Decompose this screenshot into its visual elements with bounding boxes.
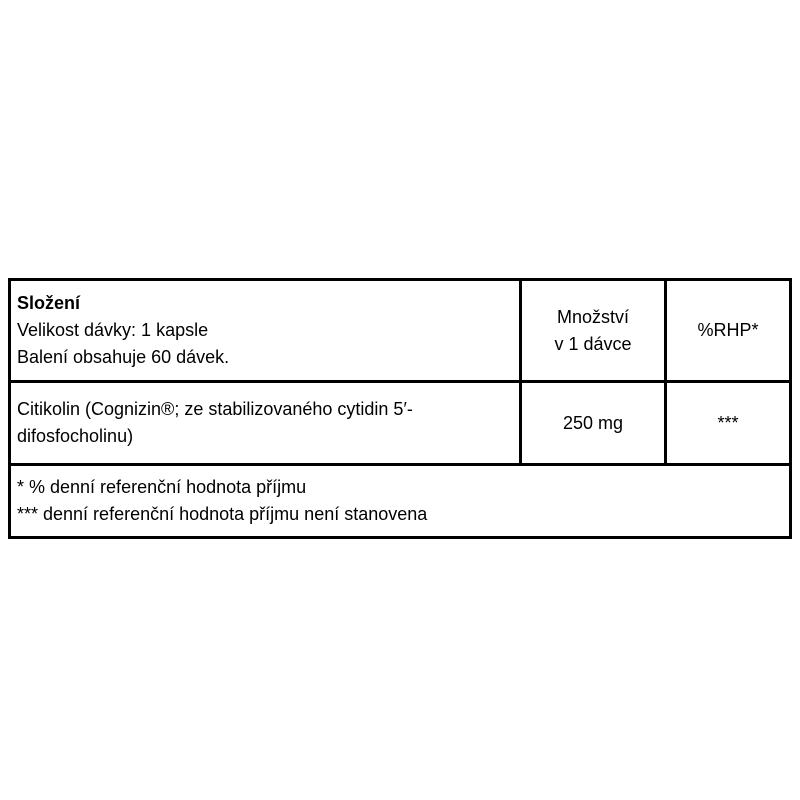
footnotes-row [10, 465, 791, 538]
amount-header-line1: Množství [556, 306, 630, 327]
composition-title: Složení [17, 293, 81, 313]
rhp-header: %RHP* [697, 320, 759, 340]
header-amount-cell [521, 280, 666, 382]
package-count-text: Balení obsahuje 60 dávek. [17, 347, 230, 367]
ingredient-amount: 250 mg [562, 412, 624, 433]
ingredient-rhp: *** [717, 412, 739, 433]
ingredient-rhp-cell [666, 382, 791, 465]
ingredient-cell [10, 382, 521, 465]
footnotes-cell [10, 465, 791, 538]
header-rhp-cell [666, 280, 791, 382]
table-row [10, 382, 791, 465]
ingredient-name-line1: Citikolin (Cognizin®; ze stabilizovaného cytidin 5′- [17, 399, 413, 419]
table-header-row [10, 280, 791, 382]
footnote-rhp: * % denní referenční hodnota příjmu [17, 477, 307, 497]
amount-header-line2: v 1 dávce [554, 333, 632, 354]
header-composition-cell [10, 280, 521, 382]
composition-table [8, 278, 792, 539]
ingredient-amount-cell [521, 382, 666, 465]
footnote-not-established: *** denní referenční hodnota příjmu není stanovena [17, 504, 428, 524]
ingredient-name-line2: difosfocholinu) [17, 426, 134, 446]
serving-size-text: Velikost dávky: 1 kapsle [17, 320, 209, 340]
